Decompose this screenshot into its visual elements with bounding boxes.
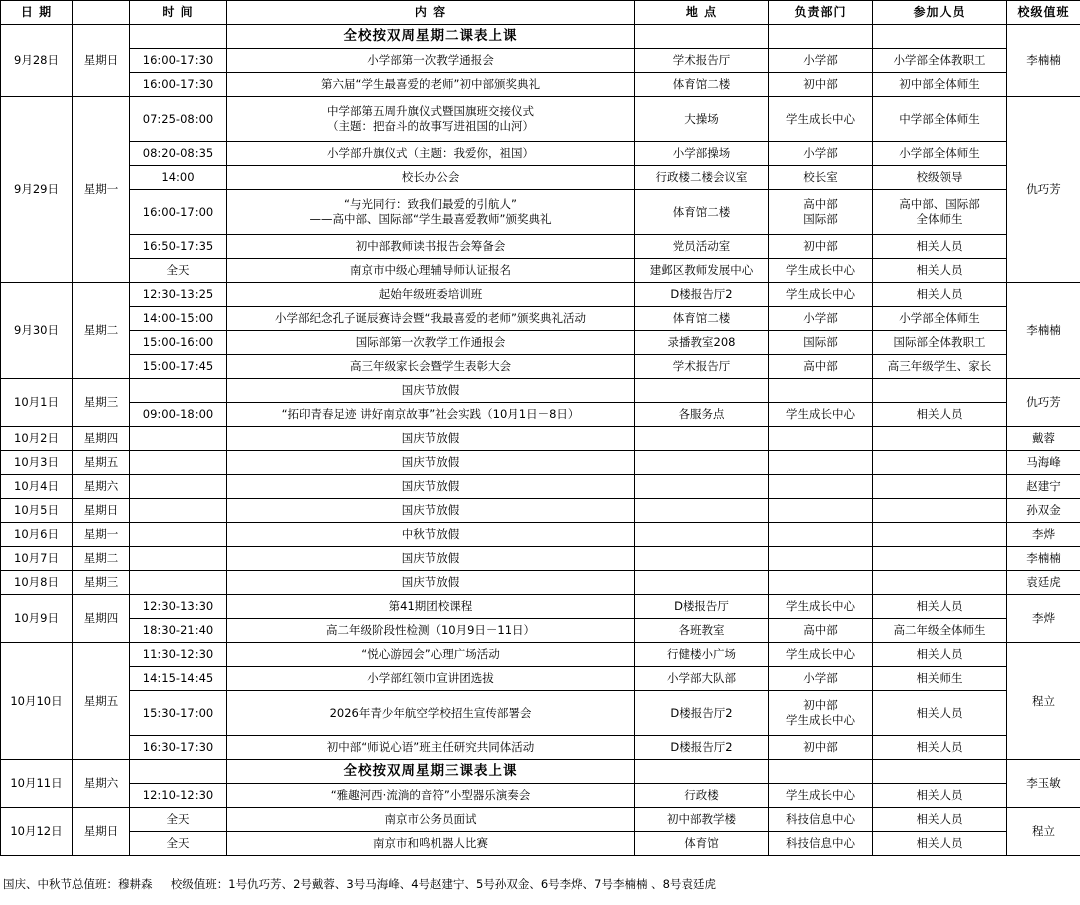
duty-cell: 李玉敏: [1007, 760, 1080, 808]
people-cell: 高二年级全体师生: [873, 619, 1007, 643]
duty-cell: 袁廷虎: [1007, 571, 1080, 595]
place-cell: 初中部教学楼: [635, 808, 769, 832]
header-time: 时 间: [130, 1, 227, 25]
dept-cell: 学生成长中心: [769, 784, 873, 808]
content-cell: 校长办公会: [227, 166, 635, 190]
weekday-cell: 星期一: [73, 97, 130, 283]
people-cell: [873, 379, 1007, 403]
content-cell: 中秋节放假: [227, 523, 635, 547]
weekday-cell: 星期二: [73, 547, 130, 571]
duty-cell: 戴蓉: [1007, 427, 1080, 451]
content-cell: 南京市公务员面试: [227, 808, 635, 832]
place-cell: 建邺区教师发展中心: [635, 259, 769, 283]
duty-cell: 马海峰: [1007, 451, 1080, 475]
table-row: [1, 235, 1080, 259]
place-cell: [635, 760, 769, 784]
table-row: [1, 355, 1080, 379]
weekday-cell: 星期五: [73, 643, 130, 760]
time-cell: 16:50-17:35: [130, 235, 227, 259]
date-cell: 9月30日: [1, 283, 73, 379]
table-row: [1, 97, 1080, 142]
dept-cell: 学生成长中心: [769, 595, 873, 619]
people-cell: 相关人员: [873, 283, 1007, 307]
table-row: [1, 571, 1080, 595]
header-dept: 负责部门: [769, 1, 873, 25]
content-cell: 起始年级班委培训班: [227, 283, 635, 307]
content-cell: 小学部第一次教学通报会: [227, 49, 635, 73]
content-cell: 国庆节放假: [227, 499, 635, 523]
content-cell: 国庆节放假: [227, 547, 635, 571]
table-row: [1, 307, 1080, 331]
content-cell: 初中部教师读书报告会筹备会: [227, 235, 635, 259]
date-cell: 9月29日: [1, 97, 73, 283]
dept-cell: 科技信息中心: [769, 832, 873, 856]
date-cell: 10月11日: [1, 760, 73, 808]
people-cell: 相关人员: [873, 643, 1007, 667]
duty-cell: 仇巧芳: [1007, 379, 1080, 427]
table-row: [1, 49, 1080, 73]
content-cell: 2026年青少年航空学校招生宣传部署会: [227, 691, 635, 736]
dept-cell: 学生成长中心: [769, 643, 873, 667]
place-cell: 体育馆: [635, 832, 769, 856]
table-row: [1, 643, 1080, 667]
time-cell: 全天: [130, 832, 227, 856]
dept-cell: 学生成长中心: [769, 97, 873, 142]
dept-cell: 小学部: [769, 49, 873, 73]
people-cell: 小学部全体教职工: [873, 49, 1007, 73]
place-cell: 各班教室: [635, 619, 769, 643]
footer-note: [3, 876, 716, 892]
table-row: [1, 331, 1080, 355]
date-cell: 10月2日: [1, 427, 73, 451]
duty-roster: 校级值班：1号仇巧芳、2号戴蓉、3号马海峰、4号赵建宁、5号孙双金、6号李烨、7号李楠楠 、8号袁廷虎: [170, 877, 716, 891]
duty-cell: 仇巧芳: [1007, 97, 1080, 283]
table-row: [1, 403, 1080, 427]
content-cell: 初中部“师说心语”班主任研究共同体活动: [227, 736, 635, 760]
content-cell: 高三年级家长会暨学生表彰大会: [227, 355, 635, 379]
place-cell: 体育馆二楼: [635, 73, 769, 97]
table-row: [1, 142, 1080, 166]
dept-cell: 小学部: [769, 307, 873, 331]
duty-cell: 程立: [1007, 808, 1080, 856]
weekday-cell: 星期五: [73, 451, 130, 475]
header-date: 日 期: [1, 1, 73, 25]
time-cell: [130, 25, 227, 49]
dept-cell: 高中部 国际部: [769, 190, 873, 235]
weekday-cell: 星期三: [73, 379, 130, 427]
content-cell: “拓印青春足迹 讲好南京故事”社会实践（10月1日－8日）: [227, 403, 635, 427]
content-cell: “与光同行：致我们最爱的引航人” ——高中部、国际部“学生最喜爱教师”颁奖典礼: [227, 190, 635, 235]
weekday-cell: 星期四: [73, 595, 130, 643]
weekday-cell: 星期日: [73, 25, 130, 97]
dept-cell: 初中部: [769, 73, 873, 97]
people-cell: 相关人员: [873, 808, 1007, 832]
content-cell: 第六届“学生最喜爱的老师”初中部颁奖典礼: [227, 73, 635, 97]
content-cell: 第41期团校课程: [227, 595, 635, 619]
table-row: [1, 736, 1080, 760]
duty-cell: 李楠楠: [1007, 25, 1080, 97]
dept-cell: 学生成长中心: [769, 259, 873, 283]
weekday-cell: 星期一: [73, 523, 130, 547]
duty-cell: 李楠楠: [1007, 283, 1080, 379]
people-cell: 相关人员: [873, 403, 1007, 427]
time-cell: 11:30-12:30: [130, 643, 227, 667]
duty-cell: 孙双金: [1007, 499, 1080, 523]
table-row: [1, 523, 1080, 547]
place-cell: 大操场: [635, 97, 769, 142]
table-row: [1, 760, 1080, 784]
people-cell: 相关人员: [873, 736, 1007, 760]
time-cell: 12:10-12:30: [130, 784, 227, 808]
people-cell: [873, 25, 1007, 49]
time-cell: 全天: [130, 808, 227, 832]
header-duty: 校级值班: [1007, 1, 1080, 25]
duty-cell: 赵建宁: [1007, 475, 1080, 499]
dept-cell: 初中部: [769, 235, 873, 259]
date-cell: 10月9日: [1, 595, 73, 643]
place-cell: [635, 25, 769, 49]
duty-cell: 李烨: [1007, 595, 1080, 643]
place-cell: 党员活动室: [635, 235, 769, 259]
content-cell: 南京市中级心理辅导师认证报名: [227, 259, 635, 283]
duty-cell: 程立: [1007, 643, 1080, 760]
table-header: [1, 1, 1080, 25]
table-row: [1, 499, 1080, 523]
date-cell: 9月28日: [1, 25, 73, 97]
people-cell: 相关人员: [873, 235, 1007, 259]
people-cell: 相关人员: [873, 259, 1007, 283]
table-row: [1, 166, 1080, 190]
place-cell: 行政楼: [635, 784, 769, 808]
place-cell: D楼报告厅2: [635, 283, 769, 307]
date-cell: 10月3日: [1, 451, 73, 475]
content-cell: 国庆节放假: [227, 379, 635, 403]
place-cell: 各服务点: [635, 403, 769, 427]
table-row: [1, 832, 1080, 856]
place-cell: 小学部大队部: [635, 667, 769, 691]
table-row: [1, 475, 1080, 499]
dept-cell: 学生成长中心: [769, 403, 873, 427]
people-cell: 小学部全体师生: [873, 307, 1007, 331]
weekday-cell: 星期六: [73, 760, 130, 808]
dept-cell: 学生成长中心: [769, 283, 873, 307]
table-row: [1, 808, 1080, 832]
content-cell: 南京市和鸣机器人比赛: [227, 832, 635, 856]
content-cell: 小学部升旗仪式（主题：我爱你，祖国）: [227, 142, 635, 166]
header-place: 地 点: [635, 1, 769, 25]
dept-cell: 小学部: [769, 142, 873, 166]
dept-cell: 高中部: [769, 619, 873, 643]
date-cell: 10月10日: [1, 643, 73, 760]
people-cell: 校级领导: [873, 166, 1007, 190]
date-cell: 10月1日: [1, 379, 73, 427]
time-cell: 15:00-16:00: [130, 331, 227, 355]
time-cell: 07:25-08:00: [130, 97, 227, 142]
content-cell: 小学部纪念孔子诞辰赛诗会暨“我最喜爱的老师”颁奖典礼活动: [227, 307, 635, 331]
dept-cell: 初中部: [769, 736, 873, 760]
duty-cell: 李楠楠: [1007, 547, 1080, 571]
people-cell: 相关人员: [873, 784, 1007, 808]
time-cell: 15:30-17:00: [130, 691, 227, 736]
time-cell: 14:00: [130, 166, 227, 190]
weekday-cell: 星期四: [73, 427, 130, 451]
content-cell: 中学部第五周升旗仪式暨国旗班交接仪式 （主题：把奋斗的故事写进祖国的山河）: [227, 97, 635, 142]
table-row: [1, 283, 1080, 307]
date-cell: 10月4日: [1, 475, 73, 499]
time-cell: 12:30-13:30: [130, 595, 227, 619]
table-row: [1, 547, 1080, 571]
weekday-cell: 星期三: [73, 571, 130, 595]
date-cell: 10月7日: [1, 547, 73, 571]
place-cell: 体育馆二楼: [635, 190, 769, 235]
content-cell: 全校按双周星期二课表上课: [227, 25, 635, 49]
time-cell: 14:00-15:00: [130, 307, 227, 331]
dept-cell: [769, 25, 873, 49]
date-cell: 10月6日: [1, 523, 73, 547]
time-cell: [130, 379, 227, 403]
people-cell: 国际部全体教职工: [873, 331, 1007, 355]
table-row: [1, 595, 1080, 619]
dept-cell: 科技信息中心: [769, 808, 873, 832]
place-cell: 体育馆二楼: [635, 307, 769, 331]
people-cell: 相关人员: [873, 595, 1007, 619]
time-cell: 全天: [130, 259, 227, 283]
time-cell: 09:00-18:00: [130, 403, 227, 427]
place-cell: D楼报告厅2: [635, 691, 769, 736]
content-cell: 国庆节放假: [227, 427, 635, 451]
people-cell: 相关人员: [873, 691, 1007, 736]
table-row: [1, 451, 1080, 475]
dept-cell: 国际部: [769, 331, 873, 355]
place-cell: 小学部操场: [635, 142, 769, 166]
weekday-cell: 星期日: [73, 808, 130, 856]
weekday-cell: 星期六: [73, 475, 130, 499]
date-cell: 10月12日: [1, 808, 73, 856]
table-row: [1, 784, 1080, 808]
people-cell: 小学部全体师生: [873, 142, 1007, 166]
dept-cell: [769, 760, 873, 784]
content-cell: 国际部第一次教学工作通报会: [227, 331, 635, 355]
weekday-cell: 星期二: [73, 283, 130, 379]
table-row: [1, 667, 1080, 691]
people-cell: 中学部全体师生: [873, 97, 1007, 142]
time-cell: 18:30-21:40: [130, 619, 227, 643]
people-cell: [873, 760, 1007, 784]
place-cell: 学术报告厅: [635, 355, 769, 379]
people-cell: 高中部、国际部 全体师生: [873, 190, 1007, 235]
dept-cell: 初中部 学生成长中心: [769, 691, 873, 736]
time-cell: 16:00-17:30: [130, 73, 227, 97]
place-cell: D楼报告厅: [635, 595, 769, 619]
table-row: [1, 691, 1080, 736]
weekday-cell: 星期日: [73, 499, 130, 523]
table-row: [1, 379, 1080, 403]
time-cell: 14:15-14:45: [130, 667, 227, 691]
people-cell: 相关人员: [873, 832, 1007, 856]
time-cell: 16:00-17:30: [130, 49, 227, 73]
people-cell: 初中部全体师生: [873, 73, 1007, 97]
place-cell: [635, 379, 769, 403]
content-cell: “雅趣河西·流淌的音符”小型器乐演奏会: [227, 784, 635, 808]
header-people: 参加人员: [873, 1, 1007, 25]
dept-cell: 小学部: [769, 667, 873, 691]
time-cell: 15:00-17:45: [130, 355, 227, 379]
table-row: [1, 190, 1080, 235]
time-cell: 16:30-17:30: [130, 736, 227, 760]
content-cell: 国庆节放假: [227, 475, 635, 499]
people-cell: 相关师生: [873, 667, 1007, 691]
time-cell: 08:20-08:35: [130, 142, 227, 166]
content-cell: “悦心游园会”心理广场活动: [227, 643, 635, 667]
content-cell: 全校按双周星期三课表上课: [227, 760, 635, 784]
time-cell: [130, 760, 227, 784]
time-cell: 16:00-17:00: [130, 190, 227, 235]
place-cell: 学术报告厅: [635, 49, 769, 73]
content-cell: 高二年级阶段性检测（10月9日－11日）: [227, 619, 635, 643]
place-cell: 行政楼二楼会议室: [635, 166, 769, 190]
dept-cell: [769, 379, 873, 403]
place-cell: 录播教室208: [635, 331, 769, 355]
table-row: [1, 25, 1080, 49]
date-cell: 10月5日: [1, 499, 73, 523]
dept-cell: 校长室: [769, 166, 873, 190]
table-row: [1, 259, 1080, 283]
content-cell: 国庆节放假: [227, 571, 635, 595]
people-cell: 高三年级学生、家长: [873, 355, 1007, 379]
place-cell: D楼报告厅2: [635, 736, 769, 760]
chief-duty: 国庆、中秋节总值班：穆耕森: [3, 877, 153, 891]
table-row: [1, 427, 1080, 451]
table-row: [1, 73, 1080, 97]
content-cell: 小学部红领巾宣讲团选拔: [227, 667, 635, 691]
content-cell: 国庆节放假: [227, 451, 635, 475]
header-content: 内 容: [227, 1, 635, 25]
dept-cell: 高中部: [769, 355, 873, 379]
time-cell: 12:30-13:25: [130, 283, 227, 307]
duty-cell: 李烨: [1007, 523, 1080, 547]
date-cell: 10月8日: [1, 571, 73, 595]
place-cell: 行健楼小广场: [635, 643, 769, 667]
table-row: [1, 619, 1080, 643]
